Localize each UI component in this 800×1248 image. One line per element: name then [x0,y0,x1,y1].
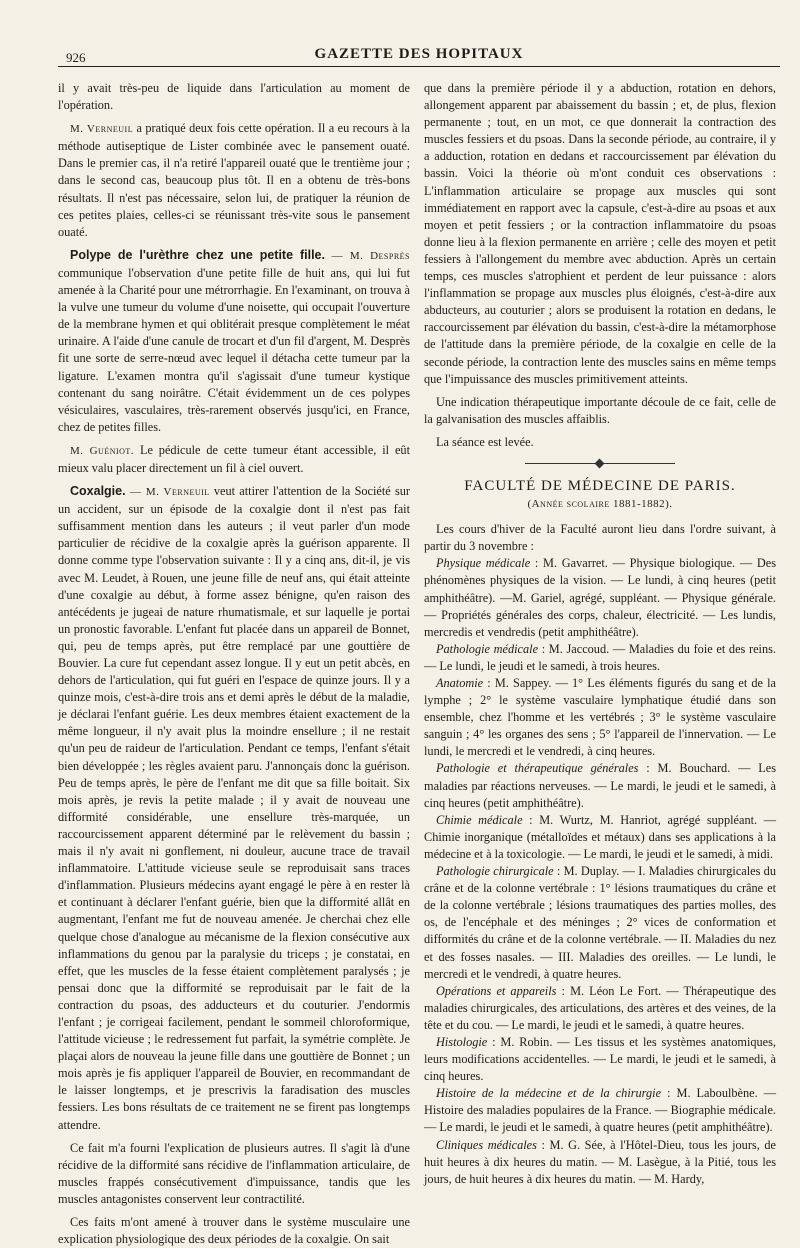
course-entry [424,555,776,640]
author-name: M. Verneuil [70,123,134,136]
course-entry [424,1085,776,1136]
course-description: : M. Bouchard. — Les maladies par réactions nerveuses. — Le mardi, le jeudi et le samedi, à cinq heures (petit amphithéâtre). [424,761,776,810]
course-description: : M. G. Sée, à l'Hôtel-Dieu, tous les jours, de huit heures à dix heures du matin. — M. Lasègue, à la Pitié, tous les jours, de huit heures à dix heures du matin. — M. Hardy, [424,1137,776,1186]
section-title: FACULTÉ DE MÉDECINE DE PARIS. [464,477,736,494]
course-description: : M. Laboulbène. — Histoire des maladies populaires de la France. — Biographie médicale. — Le mardi, le jeudi et le samedi, à quatre heures (petit amphithéâtre). [424,1086,776,1135]
course-subject: Histoire de la médecine et de la chirurgie [436,1086,662,1101]
course-subject: Pathologie médicale [436,641,539,656]
course-description: : M. Jaccoud. — Maladies du foie et des reins. — Le lundi, le jeudi et le samedi, à trois heures. [424,641,776,673]
author-name: M. Guéniot. [70,444,135,457]
course-description: : M. Sappey. — 1° Les éléments figurés du sang et de la lymphe ; 2° le système vasculaire lymphatique étudié dans son ensemble, chez l'homme et les vertébrés ; 3° le système vasculaire sanguin ; 4° les organes des sens ; 5° l'appareil de l'innervation. — Le lundi, le mercredi et le vendredi, à cinq heures. [424,676,776,759]
paragraph: il y avait très-peu de liquide dans l'articulation au moment de l'opération. [58,81,410,113]
course-entry [424,983,776,1034]
course-description: : M. Robin. — Les tissus et les systèmes anatomiques, leurs modifications accidentelles. — Le mardi, le jeudi et le samedi, à cinq heures. [424,1034,776,1084]
paragraph: M. Verneuil a pratiqué deux fois cette opération. Il a eu recours à la méthode autiseptique de Lister combinée avec le pansement ouaté. Dans le premier cas, il n'a retiré l'appareil ouaté que le trentième jour ; dans le second cas, beaucoup plus tôt. Il en a obtenu de très-bons résultats. Il n'est pas nécessaire, selon lui, de pratiquer la réunion de ces petites plaies, celles-ci se réunissant très-vite sous le pansement ouaté. [58,121,410,239]
course-entry [424,641,776,675]
section-heading: Polype de l'urèthre chez une petite fille. [70,247,325,262]
journal-title: GAZETTE DES HOPITAUX [314,46,524,62]
paragraph: Les cours d'hiver de la Faculté auront lieu dans l'ordre suivant, à partir du 3 novembre : [424,522,776,554]
course-list [424,555,776,1187]
left-column [58,80,410,1247]
course-entry [424,675,776,760]
section-heading: Coxalgie. [70,484,126,499]
section-subtitle: (Année scolaire 1881-1882). [527,498,673,511]
author-name: — M. Verneuil [125,486,210,499]
course-description: : M. Léon Le Fort. — Thérapeutique des maladies chirurgicales, des articulations, des artères et des veines, de la tête et du cou. — Le mardi, le jeudi et le samedi, à quatre heures. [424,983,777,1032]
course-subject: Physique médicale [436,556,531,571]
paragraph: Polype de l'urèthre chez une petite fille. — M. Desprès communique l'observation d'une petite fille de huit ans, qui lui fut amenée à la Charité pour une métrorrhagie. En l'examinant, on trouva à la vulve une tumeur du volume d'une noisette, qui occupait l'ouverture de la membrane hymen et qui oblitérait presque complètement le méat urinaire. A l'aide d'une canule de trocart et d'un fil d'argent, M. Desprès fit une sorte de serre-nœud avec lequel il détacha cette tumeur par la ligature. L'examen montra qu'il s'agissait d'une tumeur kystique contenant du sang noirâtre. C'était évidemment un de ces polypes vésiculaires, vasculaires, très-rarement observés jusqu'ici, en France, chez de petites filles. [58,247,410,434]
course-subject: Chimie médicale [436,812,523,827]
course-subject: Pathologie chirurgicale [436,864,554,879]
paragraph: Coxalgie. — M. Verneuil veut attirer l'attention de la Société sur un accident, sur un épisode de la coxalgie dont il n'est pas fait suffisamment mention dans les auteurs ; il veut parler d'un mode particulier de récidive de la coxalgie après la guérison apparente. Il donne comme type l'observation suivante : Il y a cinq ans, dit-il, je vis avec M. Leudet, à Rouen, une jeune fille de neuf ans, qui était atteinte d'une coxalgie au début, à forme assez bénigne, qu'en raison des antécédents je jugeai de nature rhumatismale, et sur laquelle je portai un pronostic favorable. L'enfant fut placée dans un appareil de Bonnet, qui, peu de temps après, put être remplacé par une gouttière de Bouvier. La cure fut cependant assez longue. Il y eut un petit abcès, en dehors de l'articulation, qui fut guéri en l'espace de quinze jours. Il y a quinze mois, c'est-à-dire trois ans et demi après le début de la maladie, je déclarai l'enfant guérie. Les deux membres étaient exactement de la même longueur, il n'y avait plus la moindre ensellure ; il ne restait qu'un peu de raideur de l'articulation. Pendant ce temps, l'enfant s'était bien développée ; les règles avaient paru. J'annonçais donc la guérison. Peu de temps après, le père de l'enfant me dit que sa fille boitait. Six mois après, je revis la petite malade ; il y avait de nouveau une difformité considérable, une ensellure très-marquée, un raccourcissement apparent déterminé par le relèvement du bassin ; mais il n'y avait ni gonflement, ni douleur, aucune trace de travail inflammatoire. L'attitude vicieuse seule se reproduisait sans traces d'inflammation. Plusieurs médecins ayant engagé le père à en rester là et continuant à déclarer l'enfant guérie, bien que la difformité allât en augmentant, l'enfant me fut de nouveau amenée. Je cherchai chez elle quelque chose d'analogue au mécanisme de la flexion consécutive aux inflammations du genou par la paralysie du triceps ; je constatai, en effet, que les muscles de la fesse étaient complètement paralysés ; je pensai donc que la difformité se reproduisait par le fait de la contraction du psoas, des adducteurs et du couturier. J'endormis l'enfant ; je corrigeai facilement, pendant le sommeil chloroformique, l'attitude vicieuse ; le redressement fut parfait, la symétrie complète. Je plaçai alors de nouveau la jeune fille dans une gouttière de Bonnet ; un mois après je fis appliquer l'appareil de Bouvier, en recommandant de le laisser longtemps, et je prescrivis la faradisation des muscles fessiers. Les bons résultats de ce traitement ne se firent pas longtemps attendre. [58,484,410,1132]
course-subject: Anatomie [436,676,484,690]
paragraph: La séance est levée. [436,434,534,449]
course-description: : M. Wurtz, M. Hanriot, agrégé suppléant. — Chimie inorganique (métalloïdes et métaux) dans ses applications à la médecine et à la toxicologie. — Le mardi, le jeudi et le samedi, à midi. [424,812,777,861]
course-subject: Pathologie et thérapeutique générales [436,761,639,776]
course-entry [424,1034,776,1085]
paragraph: Ce fait m'a fourni l'explication de plusieurs autres. Il s'agit là d'une récidive de la difformité sans récidive de l'inflammation articulaire, de muscles frappés consécutivement d'impuissance, tandis que les muscles antagonistes conservent leur contractilité. [58,1140,410,1206]
paragraph: Ces faits m'ont amené à trouver dans le système musculaire une explication physiologique des deux périodes de la coxalgie. On sait [58,1215,410,1247]
page-header [58,44,780,67]
paragraph: M. Guéniot. Le pédicule de cette tumeur étant accessible, il eût mieux valu placer directement un fil à ciel ouvert. [58,442,410,475]
right-column [424,80,777,1186]
paragraph: que dans la première période il y a abduction, rotation en dehors, allongement apparent par abaissement du bassin ; et, de plus, flexion permanente ; tout, en un mot, ce que donnerait la contraction des muscles fessiers et du psoas. Dans la seconde période, au contraire, il y a adduction, rotation en dedans et raccourcissement par élévation du bassin. Voici la théorie où m'ont conduit ces observations : L'inflammation articulaire se propage aux muscles qui sont immédiatement en rapport avec la capsule, c'est-à-dire au psoas et aux moyen et petit fessiers ; or la contraction inflammatoire du psoas donne lieu à la flexion permanente en arrière ; celle des moyen et petit fessiers à l'allongement du membre avec abduction. Après un certain temps, ces muscles s'atrophient et perdent de leur puissance : alors l'inflammation se propage aux muscles plus éloignés, c'est-à-dire aux abducteurs, au couturier ; alors se produisent la rotation en dedans, le raccourcissement par élévation du bassin, c'est-à-dire la métamorphose de l'attitude dans la première période, de la coxalgie en celle de la seconde période, la contraction lente des muscles sains en même temps que l'impuissance des muscles primitivement atteints. [424,81,776,386]
course-entry [424,1137,776,1188]
author-name: — M. Desprès [324,249,410,262]
course-entry [424,863,776,983]
page-number: 926 [66,50,86,65]
course-subject: Opérations et appareils [436,983,557,998]
course-entry [424,760,776,811]
course-entry [424,812,776,863]
course-subject: Cliniques médicales [436,1137,537,1152]
section-divider [525,463,675,464]
paragraph: Une indication thérapeutique importante découle de ce fait, celle de la galvanisation des muscles affaiblis. [424,394,776,426]
course-description: : M. Duplay. — I. Maladies chirurgicales du crâne et de la colonne vertébrale : 1° lésions traumatiques du crâne et de la colonne vertébrale ; lésions traumatiques des parties molles, des os, de l'encéphale et des méninges ; 2° vices de conformation et difformités du crâne et de la colonne vertébrale. — II. Maladies du nez et des fosses nasales. — III. Maladies des oreilles. — Le lundi, le mercredi et le vendredi, à quatre heures. [424,864,776,981]
course-description: : M. Gavarret. — Physique biologique. — Des phénomènes physiques de la vision. — Le lundi, à cinq heures (petit amphithéâtre). —M. Gariel, agrégé, suppléant. — Physique générale. — Propriétés générales des corps, chaleur, électricité. — Les lundis, mercredis et vendredis (petit amphithéâtre). [424,556,776,639]
course-subject: Histologie [436,1034,488,1049]
